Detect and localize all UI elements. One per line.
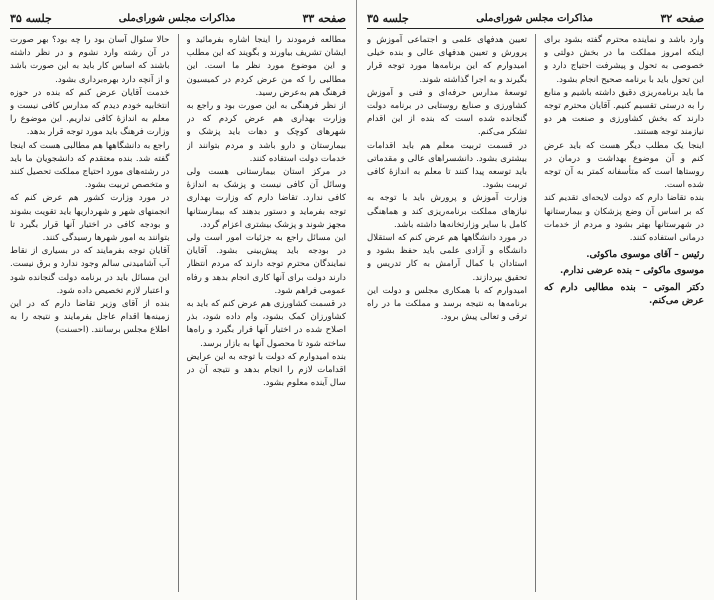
text-paragraph: تعیین هدفهای علمی و اجتماعی آموزش و پرورش و تعیین هدفهای عالی و بنده خیلی امیدوارم که این برنامه‌ها مورد توجه قرار بگیرند و به اجرا گذاشته شوند. <box>367 35 527 85</box>
text-paragraph: این مسائل راجع به جزئیات امور است ولی در بودجه باید پیش‌بینی بشود. آقایان نمایندگان محترم توجه دارند که مردم انتظار دارند دولت برای آنها کاری انجام بدهد و رفاه عمومی فراهم شود. <box>186 233 346 296</box>
left-session-label: جلسه ۳۵ <box>10 11 52 25</box>
text-paragraph: بنده تقاضا دارم که دولت لایحه‌ای تقدیم کند که بر اساس آن وضع پزشکان و بیمارستانها در شهرستانها بهتر بشود و مردم از خدمات درمانی استفاده کنند. <box>544 193 704 244</box>
column-fade <box>544 586 704 592</box>
left-page-number: صفحه ۳۳ <box>302 11 346 25</box>
text-paragraph: مطالعه فرمودند را اینجا اشاره بفرمائید و ایشان تشریف بیاورند و بگویند که این مطلب و این موضوع مورد نظر ما است. این مطالبی را که من عرض کردم در کمیسیون فرهنگ هم به‌عرض رسید. <box>186 35 346 98</box>
text-paragraph: در مورد دانشگاهها هم عرض کنم که استقلال دانشگاه و آزادی علمی باید حفظ بشود و استادان با کمال آرامش به کار تدریس و تحقیق بپردازند. <box>367 233 527 283</box>
left-page-left-column <box>10 34 170 592</box>
left-page-columns <box>10 34 346 592</box>
left-page-right-column <box>187 34 347 592</box>
column-fade <box>187 586 347 592</box>
text-paragraph: در قسمت کشاورزی هم عرض کنم که باید به کشاورزان کمک بشود، وام داده شود، بذر اصلاح شده در اختیار آنها قرار بگیرد و راه‌ها ساخته شود تا محصول آنها به بازار برسد. <box>186 299 346 349</box>
speaker-line: موسوی ماکوئی – بنده عرضی ندارم. <box>559 265 704 277</box>
column-divider <box>178 34 179 592</box>
column-fade <box>10 586 170 592</box>
text-paragraph: در قسمت تربیت معلم هم باید اقدامات بیشتری بشود. دانشسراهای عالی و مقدماتی باید توسعه پیدا کنند تا معلم به اندازهٔ کافی تربیت بشود. <box>367 140 527 191</box>
text-paragraph: از نظر فرهنگی به این صورت بود و راجع به وزارت بهداری هم عرض کردم که در شهرهای کوچک و دهات باید پزشک و بیمارستان و دارو باشد و مردم بتوانند از خدمات دولت استفاده کنند. <box>186 101 346 164</box>
text-paragraph: توسعهٔ مدارس حرفه‌ای و فنی و آموزش کشاورزی و صنایع روستایی در برنامه دولت گنجانده شده است که بنده از این اقدام تشکر می‌کنم. <box>367 87 527 138</box>
right-page-left-column <box>367 34 527 592</box>
text-paragraph: بنده از آقای وزیر تقاضا دارم که در این زمینه‌ها اقدام عاجل بفرمایند و نتیجه را به اطلاع مجلس برسانند. (احسنت) <box>10 299 170 336</box>
column-divider <box>535 34 536 592</box>
text-paragraph: ما باید برنامه‌ریزی دقیق داشته باشیم و منابع را به درستی تقسیم کنیم. آقایان محترم توجه دارند که بخش کشاورزی و صنعت هر دو نیازمند توجه هستند. <box>544 87 704 138</box>
text-paragraph: آقایان توجه بفرمایند که در بسیاری از نقاط آب آشامیدنی سالم وجود ندارد و برق نیست. این مسائل باید در برنامه دولت گنجانده شود و اعتبار لازم تخصیص داده شود. <box>10 246 170 296</box>
right-page-right-column <box>544 34 704 592</box>
text-paragraph: امیدوارم که با همکاری مجلس و دولت این برنامه‌ها به نتیجه برسد و مملکت ما در راه ترقی و تعالی پیش برود. <box>367 285 527 323</box>
text-paragraph: وارد باشد و نماینده محترم گفته بشود برای اینکه امروز مملکت ما در بخش دولتی و خصوصی به تحول و پیشرفت احتیاج دارد و این تحول باید با برنامه صحیح انجام بشود. <box>544 35 704 85</box>
column-fade <box>367 586 527 592</box>
right-page-number: صفحه ۳۲ <box>660 11 704 25</box>
speaker-line: رئیس – آقای موسوی ماکوئی. <box>586 249 704 261</box>
text-paragraph: اینجا یک مطلب دیگر هست که باید عرض کنم و آن موضوع بهداشت و درمان در روستاها است که متأسفانه کمتر به آن توجه شده است. <box>544 140 704 191</box>
right-session-label: جلسه ۳۵ <box>367 11 409 25</box>
text-paragraph: راجع به دانشگاهها هم مطالبی هست که اینجا گفته شد. بنده معتقدم که دانشجویان ما باید در رشته‌های مورد احتیاج مملکت تحصیل کنند و متخصص تربیت بشود. <box>10 140 170 191</box>
right-page <box>357 0 714 600</box>
text-paragraph: خدمت آقایان عرض کنم که بنده در حوزه انتخابیه خودم دیدم که مدارس کافی نیست و معلم به اندازهٔ کافی نداریم. این موضوع را وزارت فرهنگ باید مورد توجه قرار بدهد. <box>10 87 170 138</box>
text-paragraph: در مرکز استان بیمارستانی هست ولی وسائل آن کافی نیست و پزشک به اندازهٔ کافی ندارد. تقاضا دارم که وزارت بهداری توجه بفرماید و دستور بدهند که بیمارستانها مجهز شوند و پزشک بیشتری اعزام گردد. <box>186 167 346 230</box>
text-paragraph: بنده امیدوارم که دولت با توجه به این عرایض اقدامات لازم را انجام بدهد و نتیجه آن در سال آینده معلوم بشود. <box>186 351 346 389</box>
right-page-columns <box>367 34 704 592</box>
left-page-header <box>10 8 346 29</box>
text-paragraph: در مورد وزارت کشور هم عرض کنم که انجمنهای شهر و شهرداریها باید تقویت بشوند و بودجه کافی در اختیار آنها قرار بگیرد تا بتوانند به امور شهرها رسیدگی کنند. <box>10 193 170 244</box>
speaker-line: دکتر الموتی – بنده مطالبی دارم که عرض می‌کنم. <box>544 281 704 306</box>
right-page-header <box>367 8 704 29</box>
right-journal-title: مذاکرات مجلس شورای‌ملی <box>476 12 593 24</box>
left-journal-title: مذاکرات مجلس شورای‌ملی <box>118 12 236 24</box>
text-paragraph: وزارت آموزش و پرورش باید با توجه به نیازهای مملکت برنامه‌ریزی کند و هماهنگی کامل با سایر وزارتخانه‌ها داشته باشد. <box>367 193 527 230</box>
text-paragraph: حالا سئوال آسان بود را چه بود؟ بهر صورت در آن رشته وارد نشوم و در نظر داشته باشند که اساس کار باید به این صورت باشد و از آنچه دارد بهره‌برداری بشود. <box>10 35 170 85</box>
